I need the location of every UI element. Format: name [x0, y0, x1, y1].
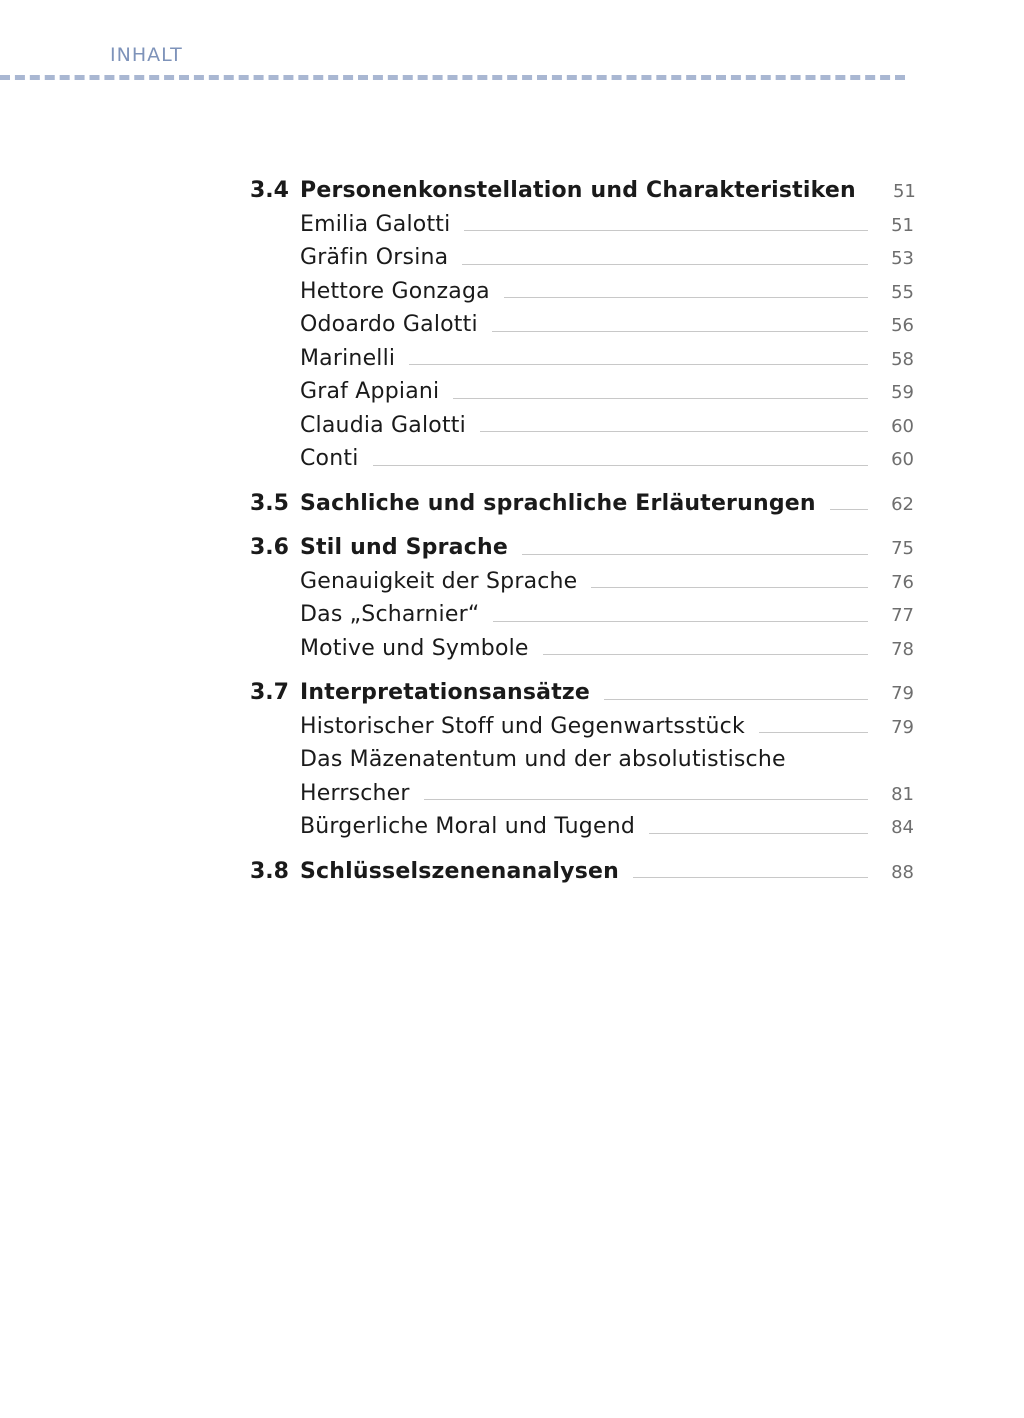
page-number: 55	[891, 281, 914, 303]
entry-title: Bürgerliche Moral und Tugend	[300, 814, 635, 839]
toc-entry[interactable]	[250, 442, 914, 476]
page-number: 60	[891, 449, 914, 470]
toc-entry[interactable]	[250, 241, 914, 275]
entry-title-line-1: Das Mäzenatentum und der absolutistische	[300, 747, 786, 772]
toc-section-3-4	[250, 174, 914, 476]
entry-title: Gräfin Orsina	[300, 245, 449, 270]
table-of-contents	[250, 174, 914, 899]
dot-leader	[480, 430, 868, 432]
page-number: 77	[891, 605, 914, 626]
page-number: 59	[891, 382, 914, 403]
entry-title: Emilia Galotti	[300, 211, 451, 237]
entry-title: Claudia Galotti	[300, 412, 466, 438]
toc-entry[interactable]	[250, 375, 914, 409]
section-number: 3.6	[250, 535, 289, 560]
page-number: 78	[891, 638, 914, 660]
entry-title: Motive und Symbole	[300, 635, 529, 661]
toc-entry[interactable]	[250, 275, 914, 309]
page-number: 81	[891, 783, 914, 805]
running-header: INHALT	[110, 44, 183, 66]
entry-title: Genauigkeit der Sprache	[300, 568, 578, 594]
dot-leader	[464, 229, 868, 231]
page-number: 60	[891, 415, 914, 437]
page-number: 84	[891, 817, 914, 838]
dot-leader	[409, 363, 868, 365]
dot-leader	[591, 586, 868, 588]
page-number: 62	[891, 493, 914, 515]
dot-leader	[633, 876, 868, 878]
page-number: 58	[891, 348, 914, 370]
section-title: Sachliche und sprachliche Erläuterungen	[300, 490, 816, 516]
entry-title: Conti	[300, 446, 359, 471]
toc-entry[interactable]	[250, 632, 914, 666]
entry-title: Das „Scharnier“	[300, 602, 480, 627]
page-number: 76	[891, 571, 914, 593]
toc-section-3-8	[250, 855, 914, 889]
dot-leader	[493, 620, 868, 622]
toc-entry[interactable]	[250, 710, 914, 744]
page-number: 56	[891, 315, 914, 336]
section-title: Schlüsselszenenanalysen	[300, 858, 619, 884]
toc-heading-row[interactable]	[250, 487, 914, 521]
toc-heading-row[interactable]	[250, 174, 914, 208]
dot-leader	[830, 508, 868, 510]
entry-title: Marinelli	[300, 345, 396, 371]
header-dashed-rule	[0, 75, 905, 80]
page-number: 79	[891, 716, 914, 738]
section-number: 3.7	[250, 680, 289, 705]
toc-heading-row[interactable]	[250, 676, 914, 710]
section-title: Stil und Sprache	[300, 535, 508, 560]
dot-leader	[522, 553, 868, 555]
page-number: 51	[891, 214, 914, 236]
dot-leader	[604, 698, 868, 700]
entry-title: Historischer Stoff und Gegenwartsstück	[300, 713, 745, 739]
toc-heading-row[interactable]	[250, 531, 914, 565]
toc-entry[interactable]	[250, 409, 914, 443]
page-number: 88	[891, 861, 914, 883]
entry-title: Odoardo Galotti	[300, 312, 478, 337]
toc-section-3-5	[250, 487, 914, 521]
entry-title: Graf Appiani	[300, 379, 440, 404]
toc-entry[interactable]	[250, 342, 914, 376]
section-number: 3.5	[250, 490, 289, 516]
dot-leader	[543, 653, 868, 655]
page-number: 51	[892, 181, 916, 202]
dot-leader	[453, 397, 868, 399]
dot-leader	[373, 464, 868, 466]
section-number: 3.8	[250, 858, 289, 884]
page-number: 79	[891, 683, 914, 704]
toc-entry-wrapped-line-1[interactable]	[250, 743, 914, 777]
dot-leader	[492, 330, 868, 332]
toc-entry[interactable]	[250, 565, 914, 599]
dot-leader	[759, 731, 868, 733]
entry-title: Hettore Gonzaga	[300, 278, 490, 304]
dot-leader	[649, 832, 868, 834]
dot-leader	[462, 263, 868, 265]
toc-section-3-7	[250, 676, 914, 844]
page-number: 75	[891, 538, 914, 559]
section-title: Personenkonstellation und Charakteristiken	[300, 178, 856, 203]
entry-title-line-2: Herrscher	[300, 780, 410, 806]
toc-entry[interactable]	[250, 208, 914, 242]
toc-entry[interactable]	[250, 810, 914, 844]
dot-leader	[424, 798, 868, 800]
toc-entry[interactable]	[250, 308, 914, 342]
toc-heading-row[interactable]	[250, 855, 914, 889]
section-title: Interpretationsansätze	[300, 680, 591, 705]
dot-leader	[504, 296, 868, 298]
page-number: 53	[891, 248, 914, 269]
toc-section-3-6	[250, 531, 914, 665]
toc-entry-wrapped-line-2[interactable]	[250, 777, 914, 811]
section-number: 3.4	[250, 178, 289, 203]
toc-entry[interactable]	[250, 598, 914, 632]
